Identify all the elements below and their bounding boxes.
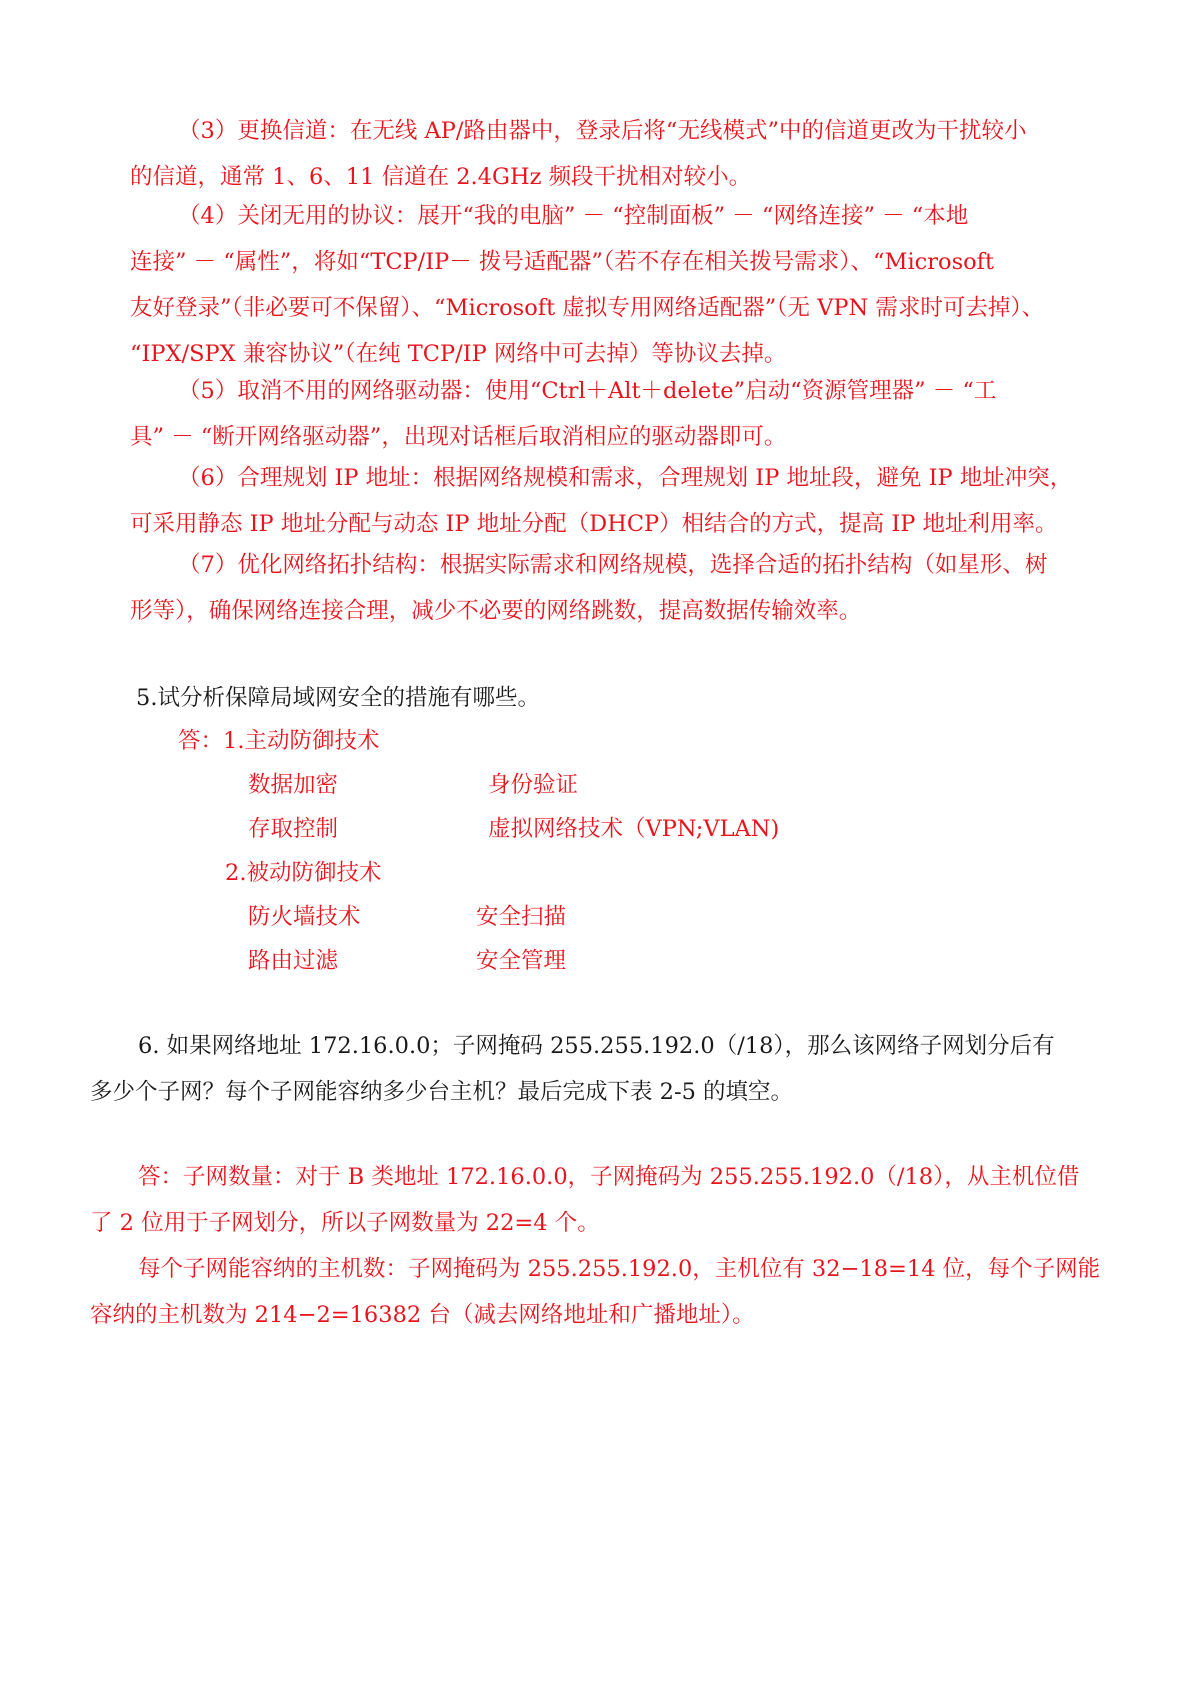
passive-defense-item: 防火墙技术 [248, 904, 361, 930]
text-line: （5）取消不用的网络驱动器：使用“Ctrl＋Alt＋delete”启动“资源管理器” － “工 [178, 378, 997, 404]
paragraph-topology [130, 542, 1095, 634]
text-line: 的信道，通常 1、6、11 信道在 2.4GHz 频段干扰相对较小。 [130, 164, 752, 190]
text-line: （3）更换信道：在无线 AP/路由器中，登录后将“无线模式”中的信道更改为干扰较小 [178, 118, 1027, 144]
text-line: 可采用静态 IP 地址分配与动态 IP 地址分配（DHCP）相结合的方式，提高 IP 地址利用率。 [130, 511, 1058, 537]
question-6 [90, 1023, 1100, 1115]
paragraph-change-channel [130, 108, 1095, 200]
text-line: 友好登录”（非必要可不保留）、“Microsoft 虚拟专用网络适配器”（无 VPN 需求时可去掉）、 [130, 295, 1045, 321]
active-defense-item: 数据加密 [248, 772, 339, 798]
text-line: 连接” － “属性”，将如“TCP/IP－ 拨号适配器”（若不存在相关拨号需求）、“Microsoft [130, 249, 995, 275]
text-line: 了 2 位用于子网划分，所以子网数量为 22=4 个。 [90, 1210, 600, 1236]
passive-defense-item: 安全扫描 [476, 904, 567, 930]
text-line: 容纳的主机数为 214−2=16382 台（减去网络地址和广播地址）。 [90, 1302, 755, 1328]
question-5: 5.试分析保障局域网安全的措施有哪些。 [136, 685, 540, 711]
text-line: （7）优化网络拓扑结构：根据实际需求和网络规模，选择合适的拓扑结构（如星形、树 [178, 552, 1048, 578]
text-line: 具” － “断开网络驱动器”，出现对话框后取消相应的驱动器即可。 [130, 424, 787, 450]
active-defense-item: 身份验证 [488, 772, 579, 798]
text-line: （4）关闭无用的协议：展开“我的电脑” － “控制面板” － “网络连接” － “本地 [178, 203, 969, 229]
text-line: 多少个子网？每个子网能容纳多少台主机？最后完成下表 2-5 的填空。 [90, 1079, 794, 1105]
passive-defense-item: 路由过滤 [248, 948, 339, 974]
text-line: （6）合理规划 IP 地址：根据网络规模和需求，合理规划 IP 地址段，避免 IP 地址冲突， [178, 465, 1073, 491]
passive-defense-item: 安全管理 [476, 948, 567, 974]
paragraph-ip-planning [130, 455, 1095, 547]
text-line: 形等），确保网络连接合理，减少不必要的网络跳数，提高数据传输效率。 [130, 598, 862, 624]
text-line: “IPX/SPX 兼容协议”（在纯 TCP/IP 网络中可去掉）等协议去掉。 [130, 341, 787, 367]
text-line: 每个子网能容纳的主机数：子网掩码为 255.255.192.0，主机位有 32−18=14 位，每个子网能 [138, 1256, 1101, 1282]
paragraph-disable-protocols [130, 193, 1095, 377]
paragraph-network-drives [130, 368, 1095, 460]
text-line: 答：子网数量：对于 B 类地址 172.16.0.0，子网掩码为 255.255.192.0（/18），从主机位借 [138, 1164, 1080, 1190]
active-defense-item: 存取控制 [248, 816, 339, 842]
active-defense-item: 虚拟网络技术（VPN;VLAN) [488, 816, 780, 842]
answer-5-label: 答：1.主动防御技术 [178, 728, 380, 754]
text-line: 6. 如果网络地址 172.16.0.0；子网掩码 255.255.192.0（/18），那么该网络子网划分后有 [138, 1033, 1055, 1059]
passive-defense-label: 2.被动防御技术 [225, 860, 382, 886]
answer-6 [90, 1154, 1100, 1338]
